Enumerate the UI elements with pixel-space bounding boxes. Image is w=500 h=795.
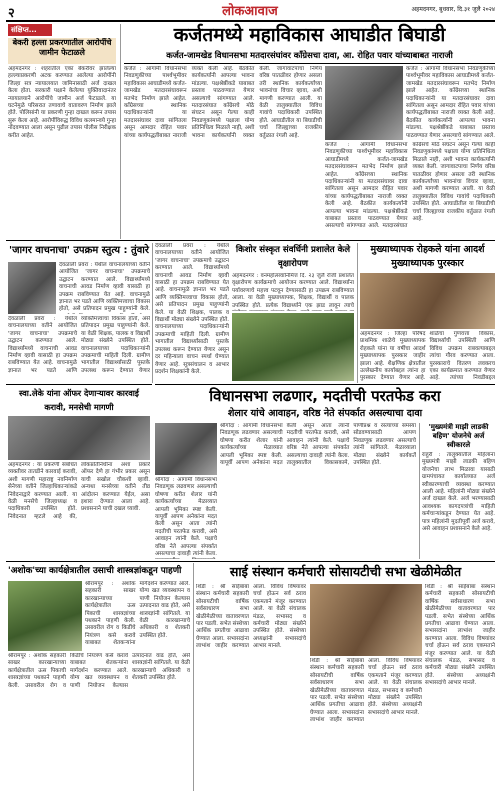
section-rule <box>6 561 495 562</box>
right-story1-photo <box>360 273 495 329</box>
bottom-story-body-under: शिर्डी : श्री साईबाबा संस्थान कर्मचारी सहकारी सोसायटीची वार्षिक सर्वसाधारण सभा खेळीमेळीच्या वातावरणात पार पडली. सभेत संस्थेच्या आर्थिक प्रगतीचा आढावा घेण्यात आला. सभासदांना लाभांश जाहीर करण्यात आला. विविध विषयांवर चर्चा होऊन सर्व ठराव एकमताने मंजूर करण्यात आले. या वेळी संचालक मंडळ, सभासद व कर्मचारी मोठ्या संख्येने उपस्थित होते. संस्थेच्या अध्यक्षांनी सभासदांचे आभार मानले. <box>310 658 422 724</box>
bottom-story-photo <box>310 584 422 656</box>
column-divider <box>152 243 153 383</box>
newspaper-logo: लोकआवाज <box>222 4 278 19</box>
mid-story2-body-left: श्रीगोंदा : आगामी विधानसभा निवडणूक लढवणार असल्याची घोषणा करीत शेलार यांनी कार्यकर्त्यांच्या मेळाव्यात आपली भूमिका स्पष्ट केली. यापूर्वी आपण अनेकांना मदत केली असून आता त्यांनी मदतीची परतफेड करावी, असे आवाहन त्यांनी केले. पक्षाचे वरिष्ठ नेते आपल्या संपर्कात असल्याचा दावाही त्यांनी केला. <box>155 477 217 558</box>
left-story1-photo <box>8 262 56 314</box>
left-story3-headline: 'अशोक'च्या कार्यक्षेत्रातील उसाची शास्त्रज्ञांकडून पाहणी <box>8 566 182 576</box>
mid-story1-body: अहमदनगर : वनमहोत्सवानिमित्त दि. २३ जुलै रोजी प्रशालेत वृक्षारोपण कार्यक्रमाचे आयोजन करण्यात आले. विद्यार्थ्यांना पर्यावरणाचे महत्त्व पटवून देण्यासाठी हा उपक्रम राबविण्यात आला. या वेळी मुख्याध्यापक, शिक्षक, विद्यार्थी व पालक उपस्थित होते. प्रत्येक विद्यार्थ्याने एक झाड लावून त्याचे <box>232 273 354 309</box>
bottom-story-headline: साई संस्थान कर्मचारी सोसायटीची सभा खेळीमेळीत <box>229 564 462 579</box>
right-story1-headline: मुख्याध्यापक रोहकले यांना आदर्श मुख्याध्यापक पुरस्कार <box>370 244 485 269</box>
section-rule <box>6 384 152 385</box>
bottom-story-body-right: शिर्डी : श्री साईबाबा संस्थान कर्मचारी सहकारी सोसायटीची वार्षिक सर्वसाधारण सभा खेळीमेळीच्या वातावरणात पार पडली. सभेत संस्थेच्या आर्थिक प्रगतीचा आढावा घेण्यात आला. सभासदांना लाभांश जाहीर करण्यात आला. विविध विषयांवर चर्चा होऊन सर्व ठराव एकमताने मंजूर करण्यात आले. या वेळी संचालक मंडळ, सभासद व कर्मचारी मोठ्या संख्येने उपस्थित होते. संस्थेच्या अध्यक्षांनी सभासदांचे आभार मानले. <box>425 584 495 687</box>
left-story2-headline: स्वा.लेके यांना ऑफर देणाऱ्यावर कारवाई करावी, मनसेची मागणी <box>19 388 139 412</box>
mid-story1-headline: किशोर संस्कृत संवर्धिनी प्रशालेत केले वृक्षारोपण <box>235 245 351 269</box>
right-story2-body: राहुरी : तालुक्यातील महिलांना मुख्यमंत्री माझी लाडकी बहिण योजनेचा लाभ मिळावा यासाठी ग्रामपंचायत कार्यालयात अर्ज स्वीकारण्याची व्यवस्था करण्यात आली आहे. महिलांनी मोठ्या संख्येने अर्ज दाखल केले. अर्ज भरण्यासाठी आवश्यक कागदपत्रांची माहिती कर्मचाऱ्यांकडून देण्यात येत आहे. पात्र महिलांनी मुदतीपूर्वी अर्ज करावे, असे आवाहन प्रशासनाने केले आहे. <box>422 452 495 533</box>
page-number: २ <box>8 6 15 19</box>
lead-headline: कर्जतमध्ये महाविकास आघाडीत बिघाडी <box>173 24 446 46</box>
left-story3-photo <box>8 581 82 651</box>
brief-body: अहमदनगर : शहरातील एका बेकरीवर झालेल्या हल्ल्याप्रकरणी अटक करण्यात आलेल्या आरोपींनी जिल्हा सत्र न्यायालयात जामिनासाठी अर्ज दाखल केला होता. सरकारी पक्षाने केलेल्या युक्तिवादानंतर न्यायालयाने आरोपींचे जामीन अर्ज फेटाळले. या घटनेमुळे परिसरात तणावाचे वातावरण निर्माण झाले होते. पोलिसांनी या प्रकरणी गुन्हा दाखल करून तपास सुरू केला आहे. आरोपींविरुद्ध विविध कलमान्वये गुन्हा नोंदवण्यात आला असून पुढील तपास पोलीस निरीक्षक करीत आहेत. <box>8 66 116 139</box>
mid-story2-headline: विधानसभा लढणार, मदतीची परतफेड करा <box>209 387 441 405</box>
left-story1-body: देवळाली प्रवरा : येथील वाचनालयाच्या वतीने आयोजित 'जागर वाचनाचा' उपक्रमाचे उद्घाटन करण्यात आले. विद्यार्थ्यांमध्ये वाचनाची आवड निर्माण व्हावी यासाठी हा उपक्रम राबविण्यात येत आहे. वाचनामुळे ज्ञानात भर पडते आणि व्यक्तिमत्त्वाचा विकास होतो, असे प्रतिपादन प्रमुख पाहुण्यांनी केले. <box>59 262 150 313</box>
mid-story2-body: श्रीगोंदा : आगामी विधानसभा निवडणूक लढवणार असल्याची घोषणा करीत शेलार यांनी कार्यकर्त्यांच्या मेळाव्यात आपली भूमिका स्पष्ट केली. यापूर्वी आपण अनेकांना मदत केली असून आता त्यांनी मदतीची परतफेड करावी, असे आवाहन त्यांनी केले. पक्षाचे वरिष्ठ नेते आपल्या संपर्कात असल्याचा दावाही त्यांनी केला. तालुक्यातील विकासकामे, पाणीप्रश्न व रस्त्यांच्या समस्या सोडवण्यासाठी आपण निवडणूक लढवणार असल्याचे त्यांनी सांगितले. मेळाव्याला मोठ्या संख्येने कार्यकर्ते उपस्थित होते. <box>220 423 416 467</box>
right-story2-headline: 'मुख्यमंत्री माझी लाडकी बहिण' योजनेचे अर्ज स्वीकारले <box>428 423 489 450</box>
column-divider <box>419 423 420 559</box>
left-story1-headline: 'जागर वाचनाचा' उपक्रम स्तुत्य : तुंवारे <box>9 245 149 256</box>
brief-headline: बेकरी हल्ला प्रकरणातील आरोपींचे जामीन फेटाळले <box>8 38 116 64</box>
column-divider <box>193 563 194 791</box>
lead-subhead: कर्जत-जामखेड विधानसभा मतदारसंघांवर काँग्रेसचा दावा, आ. रोहित पवार यांच्याबाबत नाराजी <box>166 50 453 60</box>
left-story2-body: अहमदनगर : या प्रकरणी संबंधित व्यक्तीवर तातडीने कारवाई करावी, अशी मागणी महाराष्ट्र नवनिर्माण सेनेच्या वतीने जिल्हाधिकाऱ्यांकडे निवेदनाद्वारे करण्यात आली. या वेळी मनसेचे जिल्हाध्यक्ष व पदाधिकारी उपस्थित होते. निवेदनात म्हटले आहे की, लोकप्रतिनिधींना अशा प्रकारे ऑफर देणे हा गंभीर प्रकार असून याची सखोल चौकशी व्हावी. अन्यथा मनसेच्या वतीने तीव्र आंदोलन करण्यात येईल, असा इशारा देण्यात आला आहे. प्रशासनाने याची दखल घ्यावी. <box>8 462 150 520</box>
mid-story1-body-left: देवळाली प्रवरा : येथील वाचनालयाच्या वतीने आयोजित 'जागर वाचनाचा' उपक्रमाचे उद्घाटन करण्यात आले. विद्यार्थ्यांमध्ये वाचनाची आवड निर्माण व्हावी यासाठी हा उपक्रम राबविण्यात येत आहे. वाचनामुळे ज्ञानात भर पडते आणि व्यक्तिमत्त्वाचा विकास होतो, असे प्रतिपादन प्रमुख पाहुण्यांनी केले. या वेळी शिक्षक, पालक व विद्यार्थी मोठ्या संख्येने उपस्थित होते. वाचनालयाच्या पदाधिकाऱ्यांनी उपक्रमाची माहिती दिली. ग्रामीण भागातील विद्यार्थ्यांसाठी पुस्तके उपलब्ध करून देण्यात येणार असून दर महिन्याला वाचन स्पर्धा घेण्यात येणार आहे. सूत्रसंचालन व आभार प्रदर्शन शिक्षकांनी केले. <box>155 243 229 375</box>
section-rule <box>155 384 495 385</box>
section-rule <box>6 240 495 241</box>
masthead-rule <box>6 20 495 22</box>
lead-body-right: कर्जत : आगामी विधानसभा निवडणुकीच्या पार्श्वभूमीवर महाविकास आघाडीमध्ये कर्जत-जामखेड मतदारसंघावरून मतभेद निर्माण झाले आहेत. काँग्रेसच्या स्थानिक पदाधिकाऱ्यांनी या मतदारसंघावर दावा सांगितला असून आमदार रोहित पवार यांच्या कार्यपद्धतीबाबत नाराजी व्यक्त केली आहे. बैठकीत कार्यकर्त्यांनी आपल्या भावना मांडल्या. पक्षश्रेष्ठींकडे याबाबत प्रस्ताव पाठवण्यात येणार असल्याचे सांगण्यात आले. <box>406 66 495 139</box>
sidebar-label: संक्षिप्त... <box>8 24 52 36</box>
dateline: अहमदनगर, बुधवार, दि.३१ जुलै २०२४ <box>411 6 495 13</box>
right-story1-body: अहमदनगर : जिल्हा परिषद प्राथमिक शाळेचे मुख्याध्यापक रोहकले यांना या वर्षीचा आदर्श मुख्याध्यापक पुरस्कार जाहीर झाला आहे. शैक्षणिक क्षेत्रातील उल्लेखनीय कार्याबद्दल त्यांना हा पुरस्कार देण्यात येणार आहे. शाळेचा गुणवत्ता विकास, विद्यार्थ्यांची उपस्थिती आणि विविध उपक्रम राबवल्याबद्दल त्यांचा गौरव करण्यात आला. पुरस्काराचे वितरण लवकरच एका कार्यक्रमात करण्यात येणार आहे. त्यांच्या निवडीबद्दल <box>360 331 495 382</box>
mid-story1-photo <box>232 313 354 381</box>
lead-rule <box>124 63 495 64</box>
bottom-story-body-left: शिर्डी : श्री साईबाबा संस्थान कर्मचारी सहकारी सोसायटीची वार्षिक सर्वसाधारण सभा खेळीमेळीच्या वातावरणात पार पडली. सभेत संस्थेच्या आर्थिक प्रगतीचा आढावा घेण्यात आला. सभासदांना लाभांश जाहीर करण्यात आला. विविध विषयांवर चर्चा होऊन सर्व ठराव एकमताने मंजूर करण्यात आले. या वेळी संचालक मंडळ, सभासद व कर्मचारी मोठ्या संख्येने उपस्थित होते. संस्थेच्या अध्यक्षांनी सभासदांचे आभार मानले. <box>196 584 306 650</box>
column-divider <box>357 243 358 383</box>
left-story1-body-more: देवळाली प्रवरा : येथील वाचनालयाच्या वतीने आयोजित 'जागर वाचनाचा' उपक्रमाचे उद्घाटन करण्यात आले. विद्यार्थ्यांमध्ये वाचनाची आवड निर्माण व्हावी यासाठी हा उपक्रम राबविण्यात येत आहे. वाचनामुळे ज्ञानात भर पडते आणि व्यक्तिमत्त्वाचा विकास होतो, असे प्रतिपादन प्रमुख पाहुण्यांनी केले. या वेळी शिक्षक, पालक व विद्यार्थी मोठ्या संख्येने उपस्थित होते. वाचनालयाच्या पदाधिकाऱ्यांनी उपक्रमाची माहिती दिली. ग्रामीण भागातील विद्यार्थ्यांसाठी पुस्तके उपलब्ध करून देण्यात येणार <box>8 316 150 374</box>
left-story3-body: श्रीरामपूर : अशोक सहकारी साखर कारखान्याच्या कार्यक्षेत्रातील ऊस पिकाची शास्त्रज्ञांच्या पथकाने पाहणी केली. उसावरील रोग व किडींचे नियंत्रण कसे करावे याबाबत शेतकऱ्यांना मार्गदर्शन करण्यात आले. योग्य खत व्यवस्थापन व पाणी नियोजन केल्यास उत्पादनात वाढ होते, असे शास्त्रज्ञांनी सांगितले. या वेळी कारखान्याचे अधिकारी व शेतकरी उपस्थित होते. <box>85 581 190 647</box>
left-story3-body-more: श्रीरामपूर : अशोक सहकारी साखर कारखान्याच्या कार्यक्षेत्रातील ऊस पिकाची शास्त्रज्ञांच्या पथकाने पाहणी केली. उसावरील रोग व किडींचे नियंत्रण कसे करावे याबाबत शेतकऱ्यांना मार्गदर्शन करण्यात आले. योग्य खत व्यवस्थापन व पाणी नियोजन केल्यास उत्पादनात वाढ होते, असे शास्त्रज्ञांनी सांगितले. या वेळी कारखान्याचे अधिकारी व शेतकरी उपस्थित होते. <box>8 653 190 689</box>
left-story2-photo <box>8 416 150 460</box>
lead-photo <box>325 66 403 140</box>
lead-body: कर्जत : आगामी विधानसभा निवडणुकीच्या पार्श्वभूमीवर महाविकास आघाडीमध्ये कर्जत-जामखेड मतदारसंघावरून मतभेद निर्माण झाले आहेत. काँग्रेसच्या स्थानिक पदाधिकाऱ्यांनी या मतदारसंघावर दावा सांगितला असून आमदार रोहित पवार यांच्या कार्यपद्धतीबाबत नाराजी व्यक्त केली आहे. बैठकीत कार्यकर्त्यांनी आपल्या भावना मांडल्या. पक्षश्रेष्ठींकडे याबाबत प्रस्ताव पाठवण्यात येणार असल्याचे सांगण्यात आले. मतदारसंघात काँग्रेसचे मोठे संघटन असून गेल्या काही निवडणुकांमध्ये पक्षाला योग्य प्रतिनिधित्व मिळाले नाही, अशी भावना कार्यकर्त्यांनी व्यक्त केली. जागावाटपाचा निर्णय वरिष्ठ पातळीवर होणार असला तरी स्थानिक कार्यकर्त्यांच्या भावनांचा विचार व्हावा, अशी मागणी करण्यात आली. या वेळी तालुक्यातील विविध गावांचे पदाधिकारी उपस्थित होते. आघाडीतील या बिघाडीची चर्चा जिल्ह्याच्या राजकीय वर्तुळात रंगली आहे. <box>124 66 322 139</box>
lead-body-continued: कर्जत : आगामी विधानसभा निवडणुकीच्या पार्श्वभूमीवर महाविकास आघाडीमध्ये कर्जत-जामखेड मतदारसंघावरून मतभेद निर्माण झाले आहेत. काँग्रेसच्या स्थानिक पदाधिकाऱ्यांनी या मतदारसंघावर दावा सांगितला असून आमदार रोहित पवार यांच्या कार्यपद्धतीबाबत नाराजी व्यक्त केली आहे. बैठकीत कार्यकर्त्यांनी आपल्या भावना मांडल्या. पक्षश्रेष्ठींकडे याबाबत प्रस्ताव पाठवण्यात येणार असल्याचे सांगण्यात आले. मतदारसंघात काँग्रेसचे मोठे संघटन असून गेल्या काही निवडणुकांमध्ये पक्षाला योग्य प्रतिनिधित्व मिळाले नाही, अशी भावना कार्यकर्त्यांनी व्यक्त केली. जागावाटपाचा निर्णय वरिष्ठ पातळीवर होणार असला तरी स्थानिक कार्यकर्त्यांच्या भावनांचा विचार व्हावा, अशी मागणी करण्यात आली. या वेळी तालुक्यातील विविध गावांचे पदाधिकारी उपस्थित होते. आघाडीतील या बिघाडीची चर्चा जिल्ह्याच्या राजकीय वर्तुळात रंगली आहे. <box>325 142 495 230</box>
column-divider <box>120 24 121 239</box>
mid-story2-photo <box>155 423 217 475</box>
mid-story2-subhead: शेलार यांचे आवाहन, वरिष्ठ नेते संपर्कात असल्याचा दावा <box>227 408 423 419</box>
